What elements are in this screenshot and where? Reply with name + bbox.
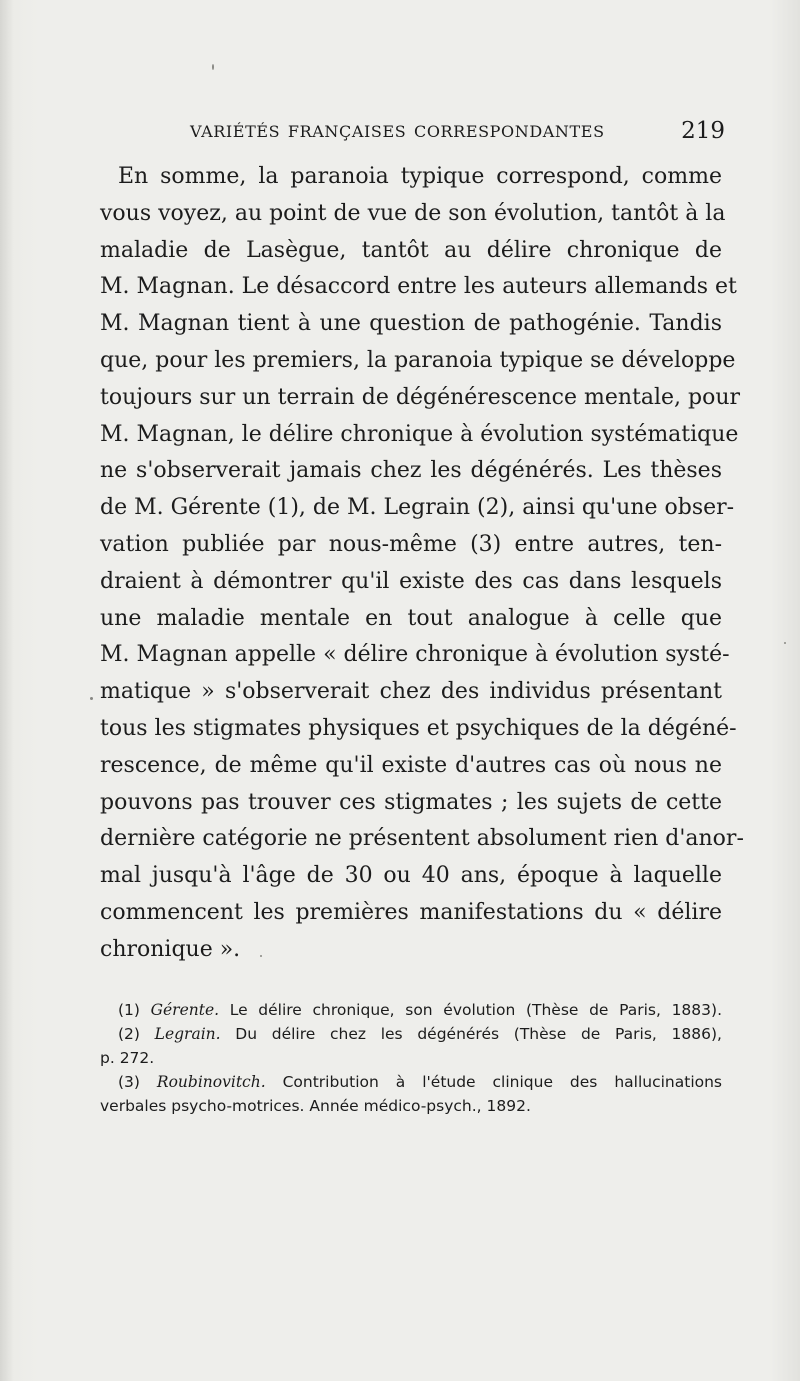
text-line: tous les stigmates physiques et psychiques de la dégéné- [100,715,737,741]
footnote-2 [100,1022,722,1046]
footnotes [100,998,722,1118]
footnote-text: Contribution à l'étude clinique des hallucinations [282,1073,723,1091]
text-line: de M. Gérente (1), de M. Legrain (2), ainsi qu'une obser- [100,495,735,521]
footnote-marker: (3) [118,1073,140,1091]
text-line: que, pour les premiers, la paranoia typique se développe [100,347,736,373]
text-line: rescence, de même qu'il existe d'autres cas où nous ne [100,752,722,778]
text-line: En somme, la paranoia typique correspond, comme [118,164,722,189]
text-line: ne s'observerait jamais chez les dégénérés. Les thèses [100,458,722,484]
footnote-3 [100,1070,722,1094]
text-line: pouvons pas trouver ces stigmates ; les sujets de cette [100,789,722,815]
main-paragraph [100,159,744,969]
footnote-3-continuation: verbales psycho-motrices. Année médico-psych., 1892. [100,1097,531,1115]
footnote-1 [100,998,722,1022]
paper-speck [90,697,93,700]
page-number: 219 [681,118,725,144]
text-line: dernière catégorie ne présentent absolument rien d'anor- [100,826,744,852]
footnote-marker: (2) [118,1025,140,1043]
text-line: vous voyez, au point de vue de son évolution, tantôt à la [100,200,726,226]
running-title: VARIÉTÉS FRANÇAISES CORRESPONDANTES [190,122,605,141]
paper-speck [212,64,214,70]
footnote-author: Gérente. [150,1001,220,1019]
text-line: chronique ». [100,936,241,962]
footnote-2-continuation: p. 272. [100,1049,155,1067]
footnote-marker: (1) [118,1001,140,1019]
paper-speck [260,955,262,957]
footnote-author: Roubinovitch. [156,1073,266,1091]
text-line: commencent les premières manifestations du « délire [100,899,722,925]
text-line: matique » s'observerait chez des individus présentant [100,679,722,705]
footnote-author: Legrain. [154,1025,221,1043]
text-line: toujours sur un terrain de dégénérescence mentale, pour [100,384,741,410]
text-line: M. Magnan appelle « délire chronique à évolution systé- [100,642,730,668]
text-line: M. Magnan tient à une question de pathogénie. Tandis [100,311,722,337]
text-line: vation publiée par nous-même (3) entre autres, ten- [100,531,722,557]
page-header [190,118,725,148]
footnote-text: Le délire chronique, son évolution (Thèse de Paris, 1883). [229,1001,722,1019]
text-line: M. Magnan, le délire chronique à évolution systématique [100,421,739,447]
paper-speck [784,642,786,644]
text-line: mal jusqu'à l'âge de 30 ou 40 ans, époque à laquelle [100,863,722,889]
text-line: une maladie mentale en tout analogue à celle que [100,605,722,631]
text-line: maladie de Lasègue, tantôt au délire chronique de [100,237,722,263]
text-line: M. Magnan. Le désaccord entre les auteurs allemands et [100,274,737,300]
text-line: draient à démontrer qu'il existe des cas dans lesquels [100,568,722,594]
footnote-text: Du délire chez les dégénérés (Thèse de Paris, 1886), [235,1025,722,1043]
